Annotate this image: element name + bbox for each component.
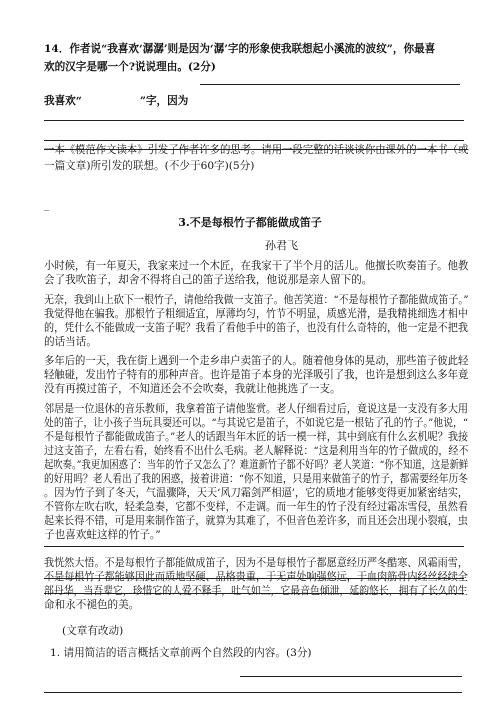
answer-rule: [44, 140, 464, 141]
paragraph-line: 命和永不褪色的美。: [44, 599, 140, 611]
paragraph-line: 起来长得不错，可是用来制作笛子，就算为其难了，不但音色差许多，而且还会出现小裂痕，虫: [44, 515, 468, 527]
q14-line-2: [44, 60, 216, 74]
paragraph-line: 处的笛子，让小孩子当玩具耍还可以。“与其说它是笛子，不如说它是一根钻了孔的竹子。”他说，“: [44, 417, 468, 429]
paragraph-line: 部丹华，当吾辈它，珍惜它的人爱不释手，吐气如兰，它最音色倾泄，延韵悠长，拥有了长久的生: [44, 585, 468, 597]
paragraph-line: 不是每根竹子都能做成笛子。”老人的话跟当年木匠的话一模一样，其中到底有什么玄机呢？我接: [44, 431, 469, 443]
paragraph-line: 不管你左吹右吹，轻柔急奏，它都不变样，不走调。而一年生的竹子没有经过霜冻雪侵，虽然看: [44, 501, 468, 513]
paragraph-line: 不是每根竹子都能够因此而质地坚硬、品格贵重，于无声处响强悠远，于血肉筋骨内经丝经续全: [44, 571, 468, 583]
q15-line-2: 一篇文章)所引发的联想。(不少于60字)(5分): [44, 160, 255, 172]
paragraph-line: 的话当话。: [44, 336, 97, 348]
paragraph-line: 起吹奏。”我更加困惑了：当年的竹子又怎么了？难道新竹子都不好吗？老人笑道：“你不知道，这是新鲜: [44, 459, 469, 471]
dash-mark: _: [44, 199, 50, 211]
q15-line-1: [44, 143, 468, 157]
paragraph-line: 我觉得他在骗我。那根竹子粗细适宜，厚薄均匀，竹节不明显，质感光滑，是我精挑细选才相中: [44, 308, 468, 320]
paragraph-line: 邻居是一位退休的音乐教师，我拿着笛子请他鉴赏。老人仔细看过后，竟说这是一支没有多大用: [44, 403, 468, 415]
answer-rule: [44, 578, 464, 579]
paragraph-line: 小时候，有一年夏天，我家来过一个木匠，在我家干了半个月的活儿。他擅长吹奏笛子。他教: [44, 260, 469, 272]
paragraph-line: 轻触碰，发出竹子特有的那种声音。也许是笛子本身的光泽吸引了我，也许是想到这么多年竟: [44, 369, 469, 381]
paragraph-line: 会了我吹笛子，却舍不得将自己的笛子送给我，他说那是亲人留下的。: [44, 274, 373, 286]
paragraph-line: 过这支笛子，左看右看，始终看不出什么毛病。老人解释说：“这是利用当年的竹子做成的，经不: [44, 445, 469, 457]
q14-answer-prefix: 我喜欢“: [44, 95, 82, 107]
answer-rule: [44, 120, 464, 121]
q14-line-2-text: 欢的汉字是哪一个?说说理由。(2分): [44, 61, 216, 73]
paragraph-line: 没有再摸过笛子，不知道还会不会吹奏，我就让他挑选了一支。: [44, 383, 341, 395]
source-note: (文章有改动): [62, 625, 124, 637]
article-title: 3.不是每根竹子都能做成笛子: [178, 216, 322, 229]
q15-line-1-text: 一本《模范作文读本》引发了作者许多的思考。请用一段完整的话谈谈你由课外的一本书（或: [44, 144, 469, 156]
paragraph-line: 。因为竹子到了冬天，气温骤降，天天‘风刀霜剑严相逼’，它的质地才能够变得更加紧密结实，: [44, 487, 469, 499]
paragraph-line: 无奈，我到山上砍下一根竹子，请他给我做一支笛子。他苦笑道：“不是每根竹子都能做成笛子。”: [44, 294, 469, 306]
answer-rule: [200, 84, 460, 85]
paragraph-line: 的好用吗？老人看出了我的困惑，接着讲道：“你不知道，只是用来做笛子的竹子，都需要经年历冬: [44, 473, 468, 485]
article-author: 孙君飞: [265, 239, 298, 252]
answer-rule: [240, 676, 462, 677]
answer-rule: [44, 692, 462, 693]
answer-rule: [44, 593, 464, 594]
paragraph-line: 子也喜欢蛀这样的竹子。”: [44, 529, 161, 541]
answer-rule: [44, 546, 464, 547]
q14-answer-line: [44, 94, 188, 108]
paragraph-line: 的，凭什么不能做成一支笛子呢？我看了看他手中的笛子，也没有什么奇特的，他一定是不把我: [44, 322, 468, 334]
question-1: 1. 请用简洁的语言概括文章前两个自然段的内容。(3分): [50, 647, 312, 659]
q14-line-1: 14．作者说“我喜欢‘潺潺’则是因为‘潺’字的形象使我联想起小溪流的波纹”，你最喜: [44, 43, 436, 55]
paragraph-line: 我恍然大悟。不是每根竹子都能做成笛子，因为不是每根竹子都愿意经历严冬酷寒、风霜雨雪，: [44, 557, 468, 569]
paragraph-line: 多年后的一天，我在街上遇到一个走乡串户卖笛子的人。随着他身体的晃动，那些笛子彼此轻: [44, 355, 469, 367]
q14-answer-mid: ”字，因为: [139, 95, 189, 107]
